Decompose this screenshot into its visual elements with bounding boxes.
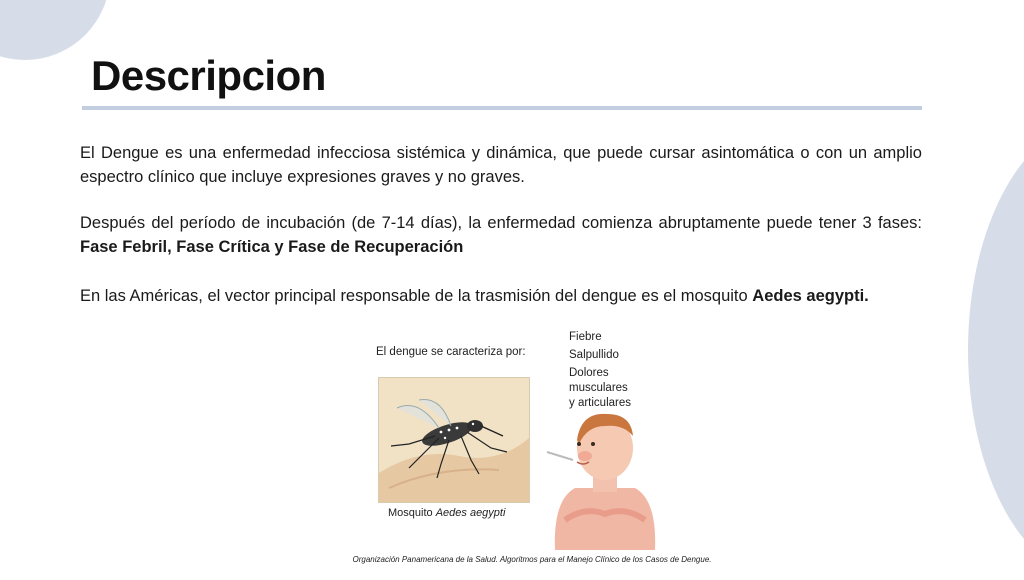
vector-bold: Aedes aegypti.: [752, 287, 869, 305]
symptom-item: Dolores: [569, 367, 609, 379]
title-underline: [82, 106, 922, 110]
vector-text: En las Américas, el vector principal responsable de la trasmisión del dengue es el mosquito: [80, 287, 753, 305]
child-icon: [545, 410, 665, 550]
symptom-item: Fiebre: [569, 331, 602, 343]
paragraph-phases: [80, 211, 922, 259]
source-footnote: Organización Panamericana de la Salud. Algoritmos para el Manejo Clínico de los Casos de Dengue.: [352, 555, 712, 564]
mosquito-caption-species: Aedes aegypti: [435, 507, 506, 519]
decorative-circle-right: [968, 120, 1024, 580]
child-illustration: [545, 410, 665, 550]
phases-bold: Fase Febril, Fase Crítica y Fase de Recuperación: [80, 238, 464, 256]
paragraph-vector: [80, 284, 922, 308]
paragraph-definition: El Dengue es una enfermedad infecciosa sistémica y dinámica, que puede cursar asintomática o con un amplio espectro clínico que incluye expresiones graves y no graves.: [80, 144, 922, 186]
mosquito-icon: [379, 378, 529, 502]
mosquito-caption: [388, 507, 505, 519]
phases-text: Después del período de incubación (de 7-14 días), la enfermedad comienza abruptamente puede tener 3 fases:: [80, 214, 922, 232]
symptom-item: musculares: [569, 382, 628, 394]
symptom-item: Salpullido: [569, 349, 619, 361]
mosquito-caption-prefix: Mosquito: [388, 507, 436, 519]
decorative-circle-top-left: [0, 0, 110, 60]
symptom-list: [569, 330, 631, 414]
symptom-item: y articulares: [569, 397, 631, 409]
mosquito-illustration: [378, 377, 530, 503]
figure-caption-top: El dengue se caracteriza por:: [376, 346, 526, 358]
slide-title: Descripcion: [91, 52, 326, 99]
